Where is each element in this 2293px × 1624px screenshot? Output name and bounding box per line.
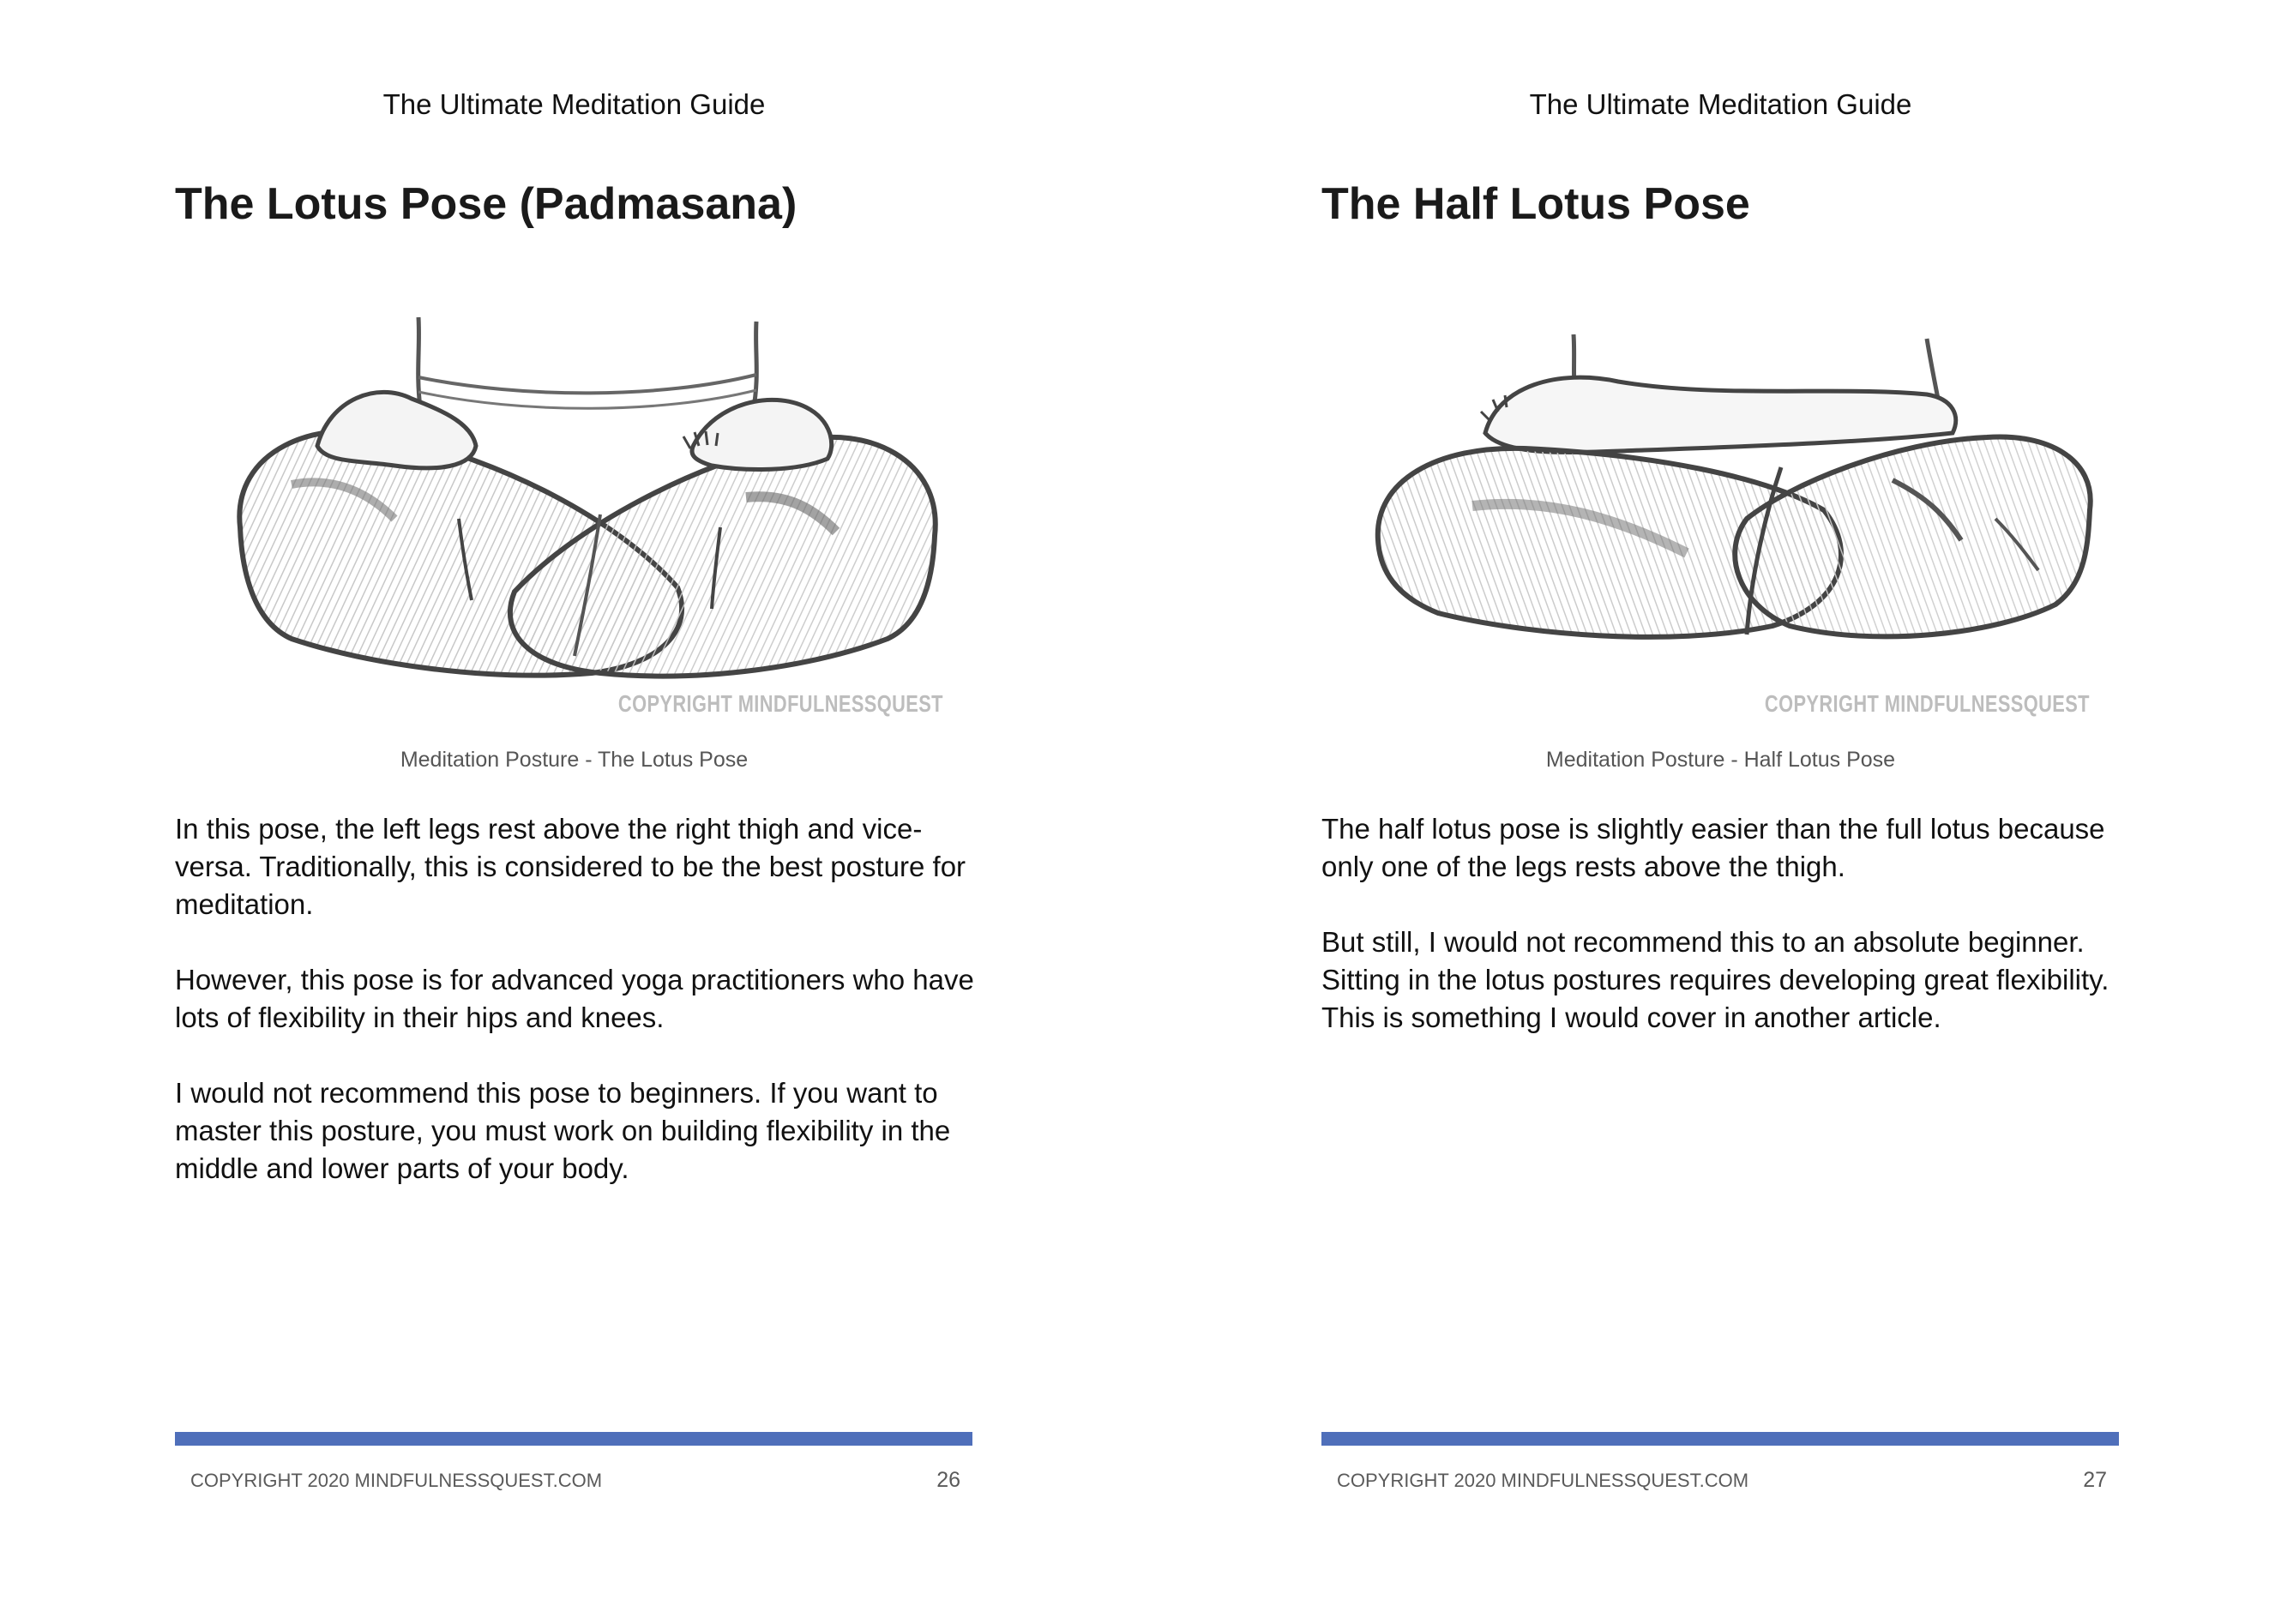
paragraph: I would not recommend this pose to beginners. If you want to master this posture, you must work on building flexibility in the middle and lower parts of your body. xyxy=(175,1077,951,1184)
page-27 xyxy=(1146,0,2293,1624)
figure-watermark: COPYRIGHT MINDFULNESSQUEST xyxy=(617,690,943,717)
footer-rule xyxy=(175,1432,972,1446)
page-title: The Half Lotus Pose xyxy=(1321,179,1750,229)
running-head: The Ultimate Meditation Guide xyxy=(1529,88,1912,120)
lotus-pose-illustration-icon xyxy=(214,296,960,725)
footer-rule xyxy=(1321,1432,2119,1446)
paragraph: In this pose, the left legs rest above the right thigh and vice-versa. Traditionally, this is considered to be the best posture for meditation. xyxy=(175,813,966,920)
page-number: 26 xyxy=(936,1468,960,1492)
lotus-pose-figure xyxy=(214,296,960,725)
paragraph: But still, I would not recommend this to an absolute beginner. Sitting in the lotus postures requires developing great flexibility. This is something I would cover in another article. xyxy=(1321,926,2109,1033)
footer-copyright: COPYRIGHT 2020 MINDFULNESSQUEST.COM xyxy=(190,1470,603,1491)
paragraph: However, this pose is for advanced yoga practitioners who have lots of flexibility in their hips and knees. xyxy=(175,964,974,1033)
body-text xyxy=(175,810,981,1225)
page-number: 27 xyxy=(2083,1468,2107,1492)
paragraph: The half lotus pose is slightly easier than the full lotus because only one of the legs rests above the thigh. xyxy=(1321,813,2105,882)
page-26 xyxy=(0,0,1146,1624)
body-text xyxy=(1321,810,2127,1074)
figure-caption: Meditation Posture - The Lotus Pose xyxy=(400,748,749,772)
footer-copyright: COPYRIGHT 2020 MINDFULNESSQUEST.COM xyxy=(1337,1470,1749,1491)
half-lotus-pose-figure xyxy=(1361,296,2107,725)
figure-watermark: COPYRIGHT MINDFULNESSQUEST xyxy=(1764,690,2090,717)
running-head: The Ultimate Meditation Guide xyxy=(382,88,766,120)
page-title: The Lotus Pose (Padmasana) xyxy=(175,179,797,229)
half-lotus-pose-illustration-icon xyxy=(1361,296,2107,725)
figure-caption: Meditation Posture - Half Lotus Pose xyxy=(1545,748,1896,772)
